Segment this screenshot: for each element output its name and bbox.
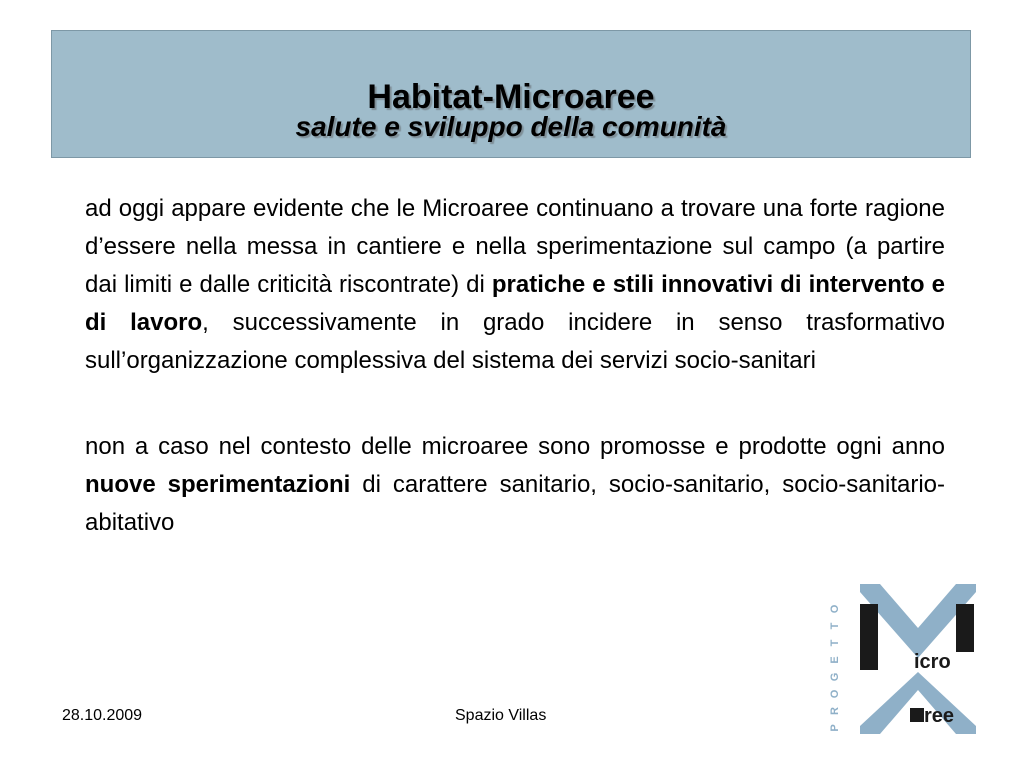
- logo-square: [910, 708, 924, 722]
- paragraph-1: [85, 190, 945, 380]
- logo-vertical-letter: P: [829, 724, 841, 732]
- title-box: [51, 30, 971, 158]
- logo-word-top: icro: [914, 651, 951, 673]
- logo-vertical-letter: T: [829, 622, 841, 630]
- footer-center: Spazio Villas: [455, 707, 547, 724]
- footer-date: 28.10.2009: [62, 707, 143, 724]
- paragraph-2-text-a: non a caso nel contesto delle microaree sono promosse e prodotte ogni anno: [85, 433, 945, 460]
- logo-vertical-letter: O: [829, 604, 841, 614]
- logo-vertical-letter: T: [829, 639, 841, 647]
- logo-vertical-letter: E: [829, 656, 841, 664]
- progetto-microaree-logo: [826, 584, 978, 734]
- logo-m-bottom-shape: [860, 672, 976, 734]
- paragraph-2-bold: nuove sperimentazioni: [85, 471, 351, 498]
- slide-title: Habitat-Microaree: [367, 78, 655, 116]
- paragraph-1-bold: pratiche e stili innovativi di intervento e di lavoro: [85, 271, 945, 336]
- paragraph-1-text-a: ad oggi appare evidente che le Microaree continuano a trovare una forte ragione d’essere nella messa in cantiere e nella sperimentazione sul campo (a partire dai limiti e dalle criticità riscontrate) di: [85, 195, 945, 298]
- paragraph-2-text-b: di carattere sanitario, socio-sanitario, socio-sanitario-abitativo: [85, 471, 945, 536]
- logo-vertical-letter: R: [829, 707, 841, 715]
- paragraph-2: [85, 428, 945, 542]
- slide-body: [85, 190, 945, 542]
- logo-vertical-letter: G: [829, 672, 841, 682]
- logo-word-bottom: ree: [924, 705, 955, 727]
- logo-m-right-bar: [956, 604, 974, 652]
- paragraph-1-text-b: , successivamente in grado incidere in senso trasformativo sull’organizzazione complessiva del sistema dei servizi socio-sanitari: [85, 309, 945, 374]
- slide-subtitle: salute e sviluppo della comunità: [295, 111, 727, 142]
- logo-vertical-letter: O: [829, 689, 841, 699]
- logo-m-left-bar: [860, 604, 878, 670]
